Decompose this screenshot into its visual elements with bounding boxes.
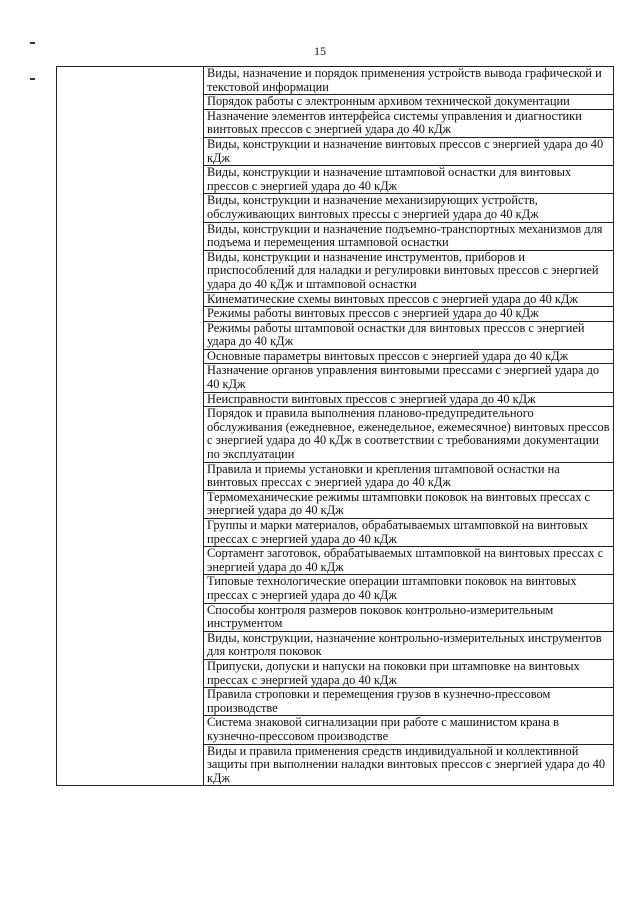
table-cell [204, 688, 614, 716]
row-text: Сортамент заготовок, обрабатываемых штамповкой на винтовых прессах с энергией удара до 40 кДж [207, 546, 604, 574]
row-text: Типовые технологические операции штамповки поковок на винтовых прессах с энергией удара до 40 кДж [207, 574, 577, 602]
table-cell [204, 194, 614, 222]
row-text: Виды, конструкции и назначение инструментов, приборов и приспособлений для наладки и регулировки винтовых прессов с энергией удара до 40 кДж и штамповой оснастки [207, 249, 599, 291]
row-text: Порядок и правила выполнения планово-предупредительного обслуживания (ежедневное, еженедельное, ежемесячное) винтовых прессов с энергией удара до 40 кДж в соответствии с требованиями документации по эксплуатации [207, 406, 610, 462]
table-cell [204, 292, 614, 307]
row-text: Назначение органов управления винтовыми прессами с энергией удара до 40 кДж [207, 363, 600, 392]
row-text: Виды, конструкции и назначение винтовых прессов с энергией удара до 40 кДж [207, 136, 604, 165]
row-text: Виды, конструкции, назначение контрольно-измерительных инструментов для контроля поковок [207, 630, 602, 659]
row-text: Основные параметры винтовых прессов с энергией удара до 40 кДж [207, 348, 569, 363]
row-text: Припуски, допуски и напуски на поковки при штамповке на винтовых прессах с энергией удара до 40 кДж [207, 658, 580, 687]
table-cell [204, 716, 614, 744]
table-cell [204, 364, 614, 392]
table-row [57, 67, 614, 95]
table-cell [204, 603, 614, 631]
table-cell [204, 137, 614, 165]
table-cell [204, 744, 614, 786]
row-text: Виды, конструкции и назначение подъемно-транспортных механизмов для подъема и перемещения штамповой оснастки [207, 221, 603, 250]
row-text: Виды, конструкции и назначение механизирующих устройств, обслуживающих винтовых прессы с энергией удара до 40 кДж [207, 193, 539, 221]
row-text: Группы и марки материалов, обрабатываемых штамповкой на винтовых прессах с энергией удара до 40 кДж [207, 518, 589, 546]
row-text: Правила строповки и перемещения грузов в кузнечно-прессовом производстве [207, 687, 551, 715]
row-text: Виды и правила применения средств индивидуальной и коллективной защиты при выполнении наладки винтовых прессов с энергией удара до 40 кДж [207, 743, 606, 785]
table-cell [204, 462, 614, 490]
label-cell [57, 67, 204, 786]
table-cell [204, 67, 614, 95]
page-number: 15 [314, 44, 326, 58]
table-cell [204, 166, 614, 194]
knowledge-requirements-table [56, 66, 614, 786]
row-text: Режимы работы винтовых прессов с энергией удара до 40 кДж [207, 306, 539, 321]
table-cell [204, 407, 614, 462]
table-cell [204, 659, 614, 687]
table-cell [204, 519, 614, 547]
table-cell [204, 490, 614, 518]
table-cell [204, 109, 614, 137]
table-cell [204, 631, 614, 659]
table-cell [204, 392, 614, 407]
table-cell [204, 95, 614, 110]
table-cell [204, 222, 614, 250]
table-cell [204, 321, 614, 349]
table-cell [204, 575, 614, 603]
row-text: Порядок работы с электронным архивом технической документации [207, 94, 570, 109]
table-cell [204, 250, 614, 292]
table-cell [204, 307, 614, 322]
row-text: Кинематические схемы винтовых прессов с энергией удара до 40 кДж [207, 291, 578, 306]
table-cell [204, 547, 614, 575]
table-cell [204, 349, 614, 364]
table-body [57, 67, 614, 786]
row-text: Система знаковой сигнализации при работе с машинистом крана в кузнечно-прессовом производстве [207, 715, 559, 743]
row-text: Назначение элементов интерфейса системы управления и диагностики винтовых прессов с энергией удара до 40 кДж [207, 108, 582, 137]
margin-mark [30, 42, 35, 44]
row-text: Виды, назначение и порядок применения устройств вывода графической и текстовой информации [207, 66, 602, 94]
row-text: Неисправности винтовых прессов с энергией удара до 40 кДж [207, 391, 536, 406]
row-text: Виды, конструкции и назначение штамповой оснастки для винтовых прессов с энергией удара до 40 кДж [207, 165, 572, 193]
row-text: Способы контроля размеров поковок контрольно-измерительным инструментом [207, 602, 554, 631]
row-text: Термомеханические режимы штамповки поковок на винтовых прессах с энергией удара до 40 кДж [207, 489, 591, 518]
row-text: Режимы работы штамповой оснастки для винтовых прессов с энергией удара до 40 кДж [207, 320, 585, 349]
row-text: Правила и приемы установки и крепления штамповой оснастки на винтовых прессах с энергией удара до 40 кДж [207, 461, 560, 490]
margin-mark [30, 78, 35, 80]
